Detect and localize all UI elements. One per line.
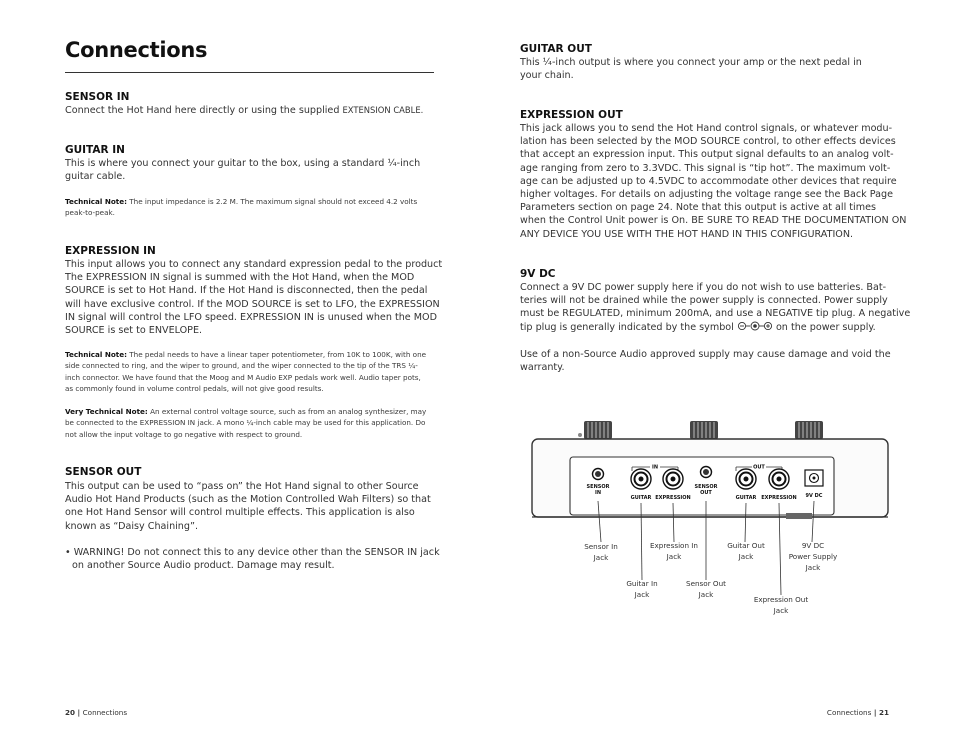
- sensor-in-jack: [593, 469, 604, 480]
- guitar-in-technical-note: Technical Note: The input impedance is 2.2 M. The maximum signal should not exceed 4.2 volts peak-to-peak.: [65, 197, 418, 218]
- dc-heading: 9V DC: [520, 268, 556, 280]
- sensor-out-text: This output can be used to “pass on” the Hot Hand signal to other Source Audio Hot Hand Products (such as the Motion Controlled Wah Filters) so that one Hot Hand Sensor will control multiple effects. This application is also known as “Daisy Chaining”.: [65, 481, 431, 532]
- panel-dc-label: 9V DC: [805, 493, 823, 499]
- panel-guitar-in-label: GUITAR: [630, 495, 652, 501]
- panel-sensor-in-label-2: IN: [594, 490, 602, 496]
- guitar-out-jack: [736, 469, 756, 489]
- sensor-out-heading: SENSOR OUT: [65, 466, 142, 478]
- label-sensor-in-jack: Sensor In Jack: [584, 542, 618, 562]
- guitar-out-text: This ¼-inch output is where you connect your amp or the next pedal in your chain.: [520, 57, 862, 82]
- guitar-out-heading: GUITAR OUT: [520, 43, 592, 55]
- panel-expression-out-label: EXPRESSION: [761, 495, 797, 501]
- expression-out-heading: EXPRESSION OUT: [520, 109, 623, 121]
- label-sensor-out-jack: Sensor Out Jack: [686, 579, 726, 599]
- page-title: Connections: [65, 38, 208, 62]
- dc-warning: Use of a non-Source Audio approved supply may cause damage and void the warranty.: [520, 349, 891, 374]
- label-guitar-in-jack: Guitar In Jack: [626, 579, 658, 599]
- guitar-in-text: This is where you connect your guitar to the box, using a standard ¼-inch guitar cable.: [65, 158, 421, 183]
- label-guitar-out-jack: Guitar Out Jack: [727, 541, 765, 561]
- guitar-in-heading: GUITAR IN: [65, 144, 125, 156]
- guitar-in-jack: [631, 469, 651, 489]
- expression-in-very-technical-note: Very Technical Note: An external control voltage source, such as from an analog synthesizer, may be connected to the EXPRESSION IN jack. A mono ¼-inch cable may be used for this application. Do not allow the input voltage to go negative with respect to ground.: [65, 407, 427, 439]
- expression-in-heading: EXPRESSION IN: [65, 245, 156, 257]
- panel-sensor-out-label-2: OUT: [700, 490, 712, 496]
- label-dc-jack: 9V DC Power Supply Jack: [788, 541, 838, 572]
- in-group-label: IN: [651, 464, 659, 471]
- label-expression-in-jack: Expression In Jack: [650, 541, 698, 561]
- label-expression-out-jack: Expression Out Jack: [753, 595, 809, 615]
- panel-guitar-out-label: GUITAR: [735, 495, 757, 501]
- knob-left: [584, 421, 612, 439]
- left-footer: 20 | Connections: [65, 708, 128, 717]
- expression-out-text: This jack allows you to send the Hot Hand control signals, or whatever modu- lation has been selected by the MOD SOURCE control, to other effects devices that accept an expression input. This output signal defaults to an analog volt- age ranging from zero to 3.3VDC. This signal is “tip hot”. The maximum volt- age can be adjusted up to 4.5VDC to accommodate other devices that require higher voltages. For details on adjusting the voltage range see the Back Page Parameters section on page 24. Note that this output is active at all times when the Control Unit power is On. BE SURE TO READ THE DOCUMENTATION ON ANY DEVICE YOU USE WITH THE HOT HAND IN THIS CONFIGURATION.: [520, 123, 907, 240]
- out-group-label: OUT: [753, 464, 765, 471]
- dc-jack: [805, 470, 823, 486]
- panel-sensor-out-label-1: SENSOR: [694, 484, 718, 490]
- knob-center: [690, 421, 718, 439]
- sensor-in-text: Connect the Hot Hand here directly or using the supplied EXTENSION CABLE.: [65, 105, 424, 116]
- expression-in-text: This input allows you to connect any standard expression pedal to the product The EXPRESSION IN signal is summed with the Hot Hand, when the MOD SOURCE is set to Hot Hand. If the Hot Hand is disconnected, then the pedal will have exclusive control. If the MOD SOURCE is set to LFO, the EXPRESSION IN signal will control the LFO speed. EXPRESSION IN is unused when the MOD SOURCE is set to ENVELOPE.: [65, 259, 443, 337]
- dc-text: Connect a 9V DC power supply here if you do not wish to use batteries. Bat- teries will not be drained while the power supply is connected. Power supply must be REGULATED, minimum 200mA, and use a NEGATIVE tip plug. A negative tip plug is generally indicated by the symbol on the power supply.: [520, 282, 911, 333]
- panel-sensor-in-label-1: SENSOR: [586, 484, 610, 490]
- sensor-out-warning: • WARNING! Do not connect this to any device other than the SENSOR IN jack on another Source Audio product. Damage may result.: [65, 547, 440, 572]
- sensor-out-jack: [701, 467, 712, 478]
- title-rule: [65, 72, 434, 73]
- expression-in-jack: [663, 469, 683, 489]
- panel-expression-in-label: EXPRESSION: [655, 495, 691, 501]
- right-footer: Connections | 21: [826, 708, 889, 717]
- sensor-in-heading: SENSOR IN: [65, 91, 130, 103]
- negative-tip-polarity-icon: [737, 321, 773, 331]
- expression-in-technical-note: Technical Note: The pedal needs to have a linear taper potentiometer, from 10K to 100K, with one side connected to ring, and the wiper to ground, and the wiper connected to the tip of the TRS ¼- inch connector. We have found that the Moog and M Audio EXP pedals work well. Audio taper pots, as commonly found in volume control pedals, will not give good results.: [65, 350, 427, 394]
- knob-right: [795, 421, 823, 439]
- expression-out-jack: [769, 469, 789, 489]
